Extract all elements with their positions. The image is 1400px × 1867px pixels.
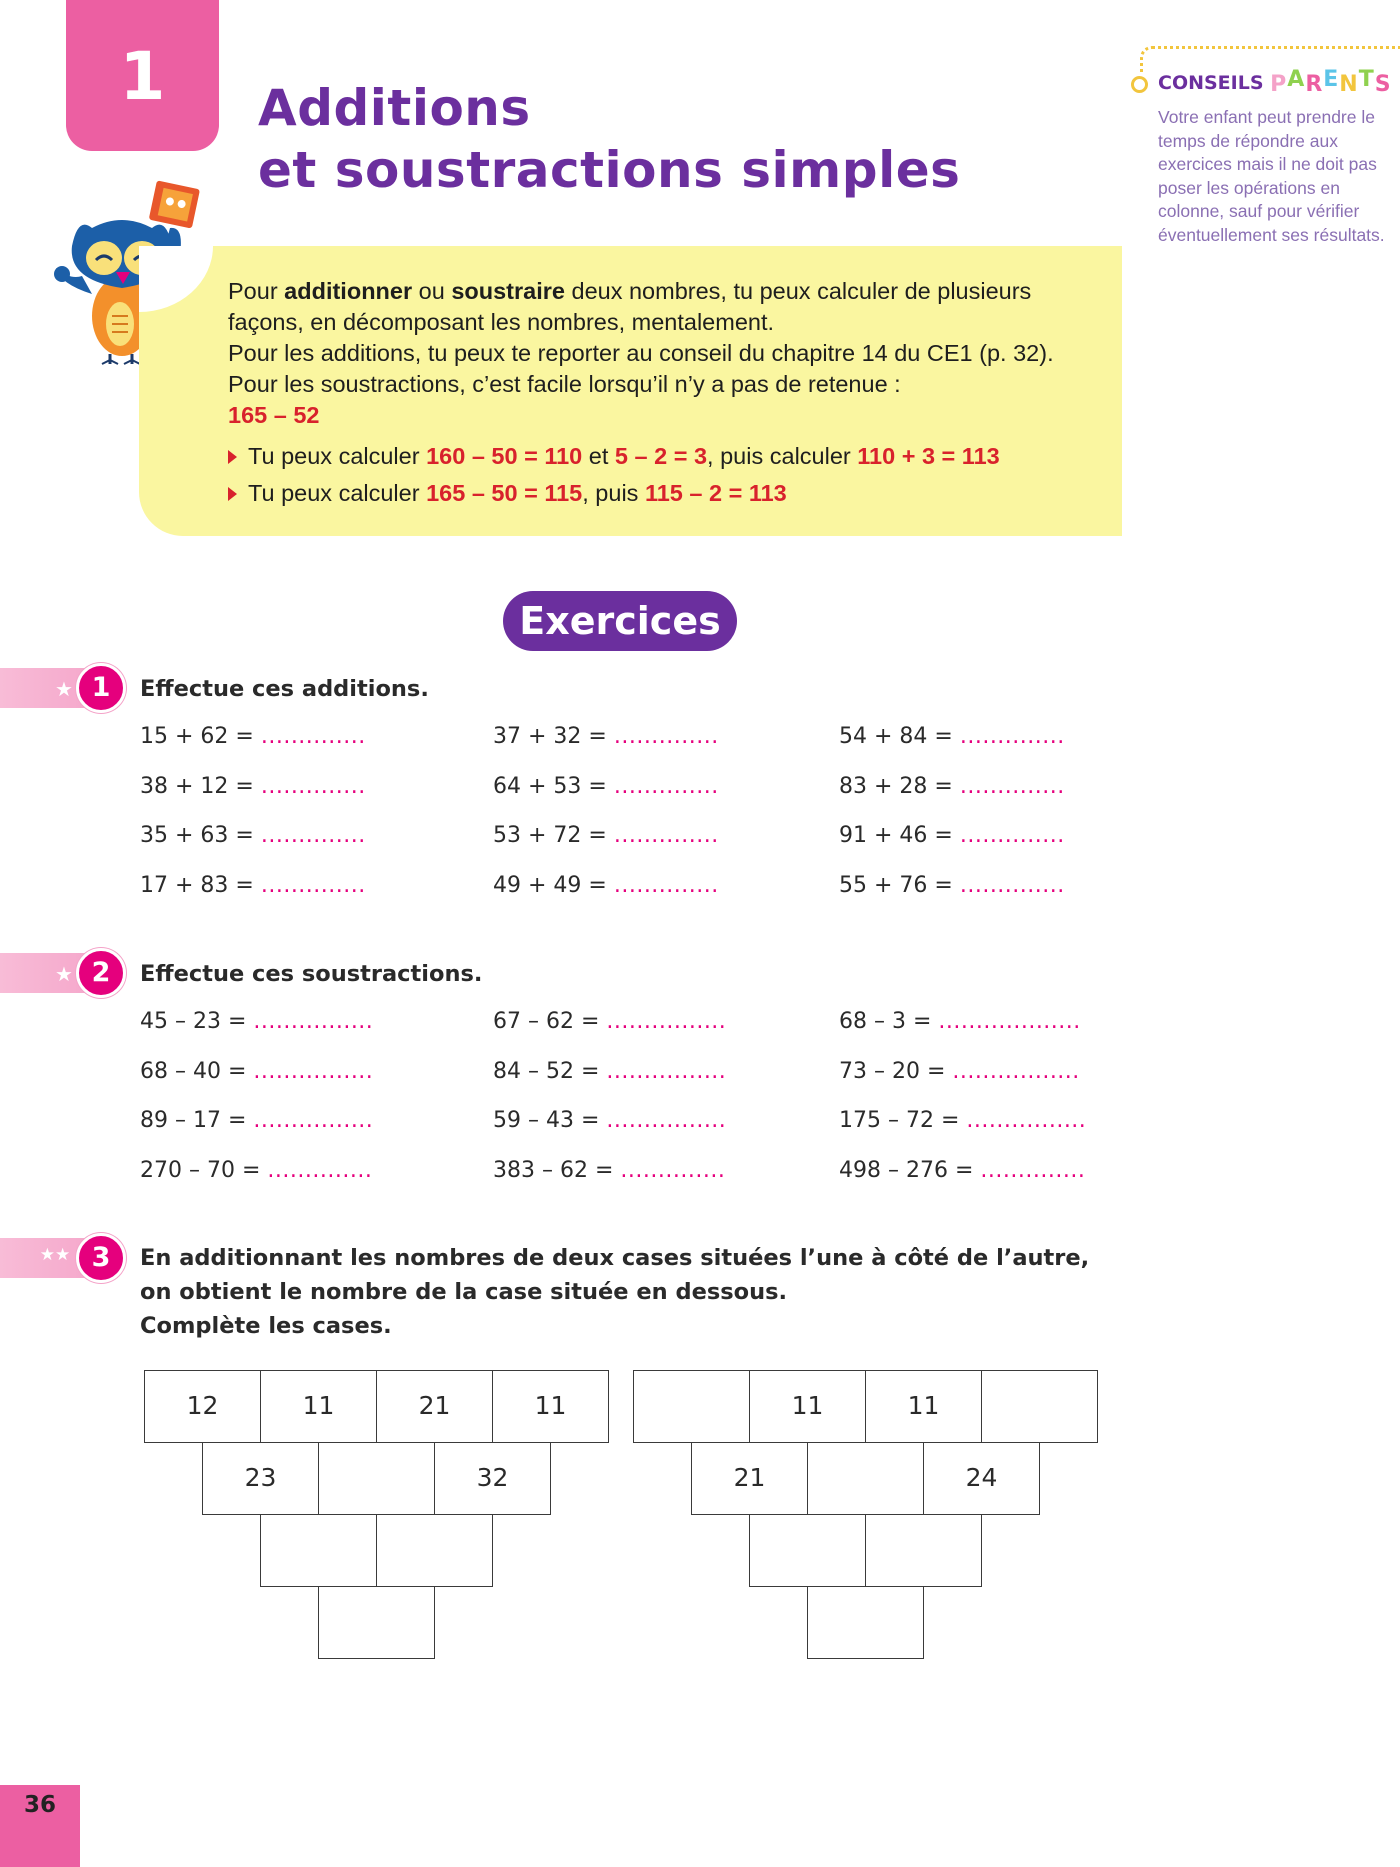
operation-text: 15 + 62 = — [140, 724, 254, 749]
exercise-2-instruction: Effectue ces soustractions. — [140, 961, 483, 987]
pyramid-cell: 23 — [202, 1442, 319, 1515]
pyramid-empty-cell[interactable] — [633, 1370, 750, 1443]
operation-item — [839, 774, 1065, 800]
answer-dotted-line[interactable]: .............. — [613, 872, 719, 898]
exercise-1-number: 1 — [76, 663, 126, 713]
parents-label — [1270, 67, 1392, 97]
pyramid-empty-cell[interactable] — [981, 1370, 1098, 1443]
pyramid-empty-cell[interactable] — [260, 1514, 377, 1587]
answer-dotted-line[interactable]: .............. — [260, 872, 366, 898]
answer-dotted-line[interactable]: .............. — [959, 823, 1065, 848]
operation-text: 55 + 76 = — [839, 872, 953, 898]
operation-item — [839, 873, 1065, 899]
operation-item — [493, 774, 719, 800]
answer-dotted-line[interactable]: ................ — [253, 1058, 374, 1084]
pyramid-cell: 24 — [923, 1442, 1040, 1515]
operation-text: 49 + 49 = — [493, 872, 607, 898]
operation-item — [493, 1009, 726, 1035]
operation-item — [140, 1059, 373, 1085]
parents-letter: N — [1339, 72, 1359, 97]
operation-item — [839, 823, 1065, 849]
operation-item — [839, 1108, 1086, 1134]
exercise-1-star-icon: ★ — [55, 677, 73, 701]
operation-item — [839, 1009, 1081, 1035]
answer-dotted-line[interactable]: ................ — [606, 1009, 727, 1034]
pyramid-empty-cell[interactable] — [318, 1586, 435, 1659]
answer-dotted-line[interactable]: .............. — [613, 773, 719, 799]
operation-text: 64 + 53 = — [493, 773, 607, 799]
exercices-heading: Exercices — [503, 591, 737, 651]
operation-item — [140, 724, 366, 750]
answer-dotted-line[interactable]: .............. — [620, 1157, 726, 1183]
answer-dotted-line[interactable]: .............. — [959, 724, 1065, 749]
pyramid-cell: 21 — [691, 1442, 808, 1515]
operation-item — [493, 823, 719, 849]
exercise-1-instruction: Effectue ces additions. — [140, 676, 429, 702]
exercise-2-number: 2 — [76, 948, 126, 998]
operation-text: 73 – 20 = — [839, 1058, 946, 1084]
operation-item — [140, 1158, 372, 1184]
operation-text: 35 + 63 = — [140, 823, 254, 848]
exercise-3-number: 3 — [76, 1233, 126, 1283]
pyramid-empty-cell[interactable] — [865, 1514, 982, 1587]
operation-text: 84 – 52 = — [493, 1058, 600, 1084]
operation-text: 38 + 12 = — [140, 773, 254, 799]
operation-item — [493, 1158, 725, 1184]
exercise-3-instruction-line1: En additionnant les nombres de deux cases situées l’une à côté de l’autre, — [140, 1245, 1090, 1271]
parents-letter: S — [1374, 72, 1392, 97]
tip-line-3: Pour les soustractions, c’est facile lorsqu’il n’y a pas de retenue : — [228, 371, 901, 397]
answer-dotted-line[interactable]: .............. — [260, 773, 366, 799]
operation-item — [140, 1009, 373, 1035]
answer-dotted-line[interactable]: .............. — [267, 1157, 373, 1183]
pyramid-cell: 11 — [749, 1370, 866, 1443]
operation-text: 89 – 17 = — [140, 1108, 247, 1133]
operation-item — [493, 1108, 726, 1134]
answer-dotted-line[interactable]: .............. — [260, 823, 366, 848]
chapter-title-line2: et soustractions simples — [258, 141, 961, 199]
exercise-2-star-icon: ★ — [55, 962, 73, 986]
operation-item — [140, 823, 366, 849]
conseils-label: CONSEILS — [1158, 72, 1264, 94]
pyramid-cell: 11 — [492, 1370, 609, 1443]
chapter-title-line1: Additions — [258, 79, 531, 137]
parents-letter: R — [1305, 72, 1324, 97]
exercise-3-instruction-line3: Complète les cases. — [140, 1313, 392, 1339]
operation-text: 175 – 72 = — [839, 1108, 960, 1133]
answer-dotted-line[interactable]: ................ — [966, 1108, 1087, 1133]
parents-letter: E — [1323, 67, 1340, 92]
answer-dotted-line[interactable]: .............. — [613, 823, 719, 848]
answer-dotted-line[interactable]: ................ — [253, 1009, 374, 1034]
operation-text: 54 + 84 = — [839, 724, 953, 749]
tip-example: 165 – 52 — [228, 402, 320, 428]
operation-text: 59 – 43 = — [493, 1108, 600, 1133]
operation-item — [140, 774, 366, 800]
pyramid-cell: 32 — [434, 1442, 551, 1515]
pyramid-cell: 21 — [376, 1370, 493, 1443]
pyramid-cell: 12 — [144, 1370, 261, 1443]
exercise-3-instruction-line2: on obtient le nombre de la case située en dessous. — [140, 1279, 788, 1305]
operation-item — [493, 724, 719, 750]
tip-text — [228, 276, 1108, 509]
operation-text: 53 + 72 = — [493, 823, 607, 848]
operation-text: 68 – 40 = — [140, 1058, 247, 1084]
answer-dotted-line[interactable]: .............. — [959, 773, 1065, 799]
tip-line-2: Pour les additions, tu peux te reporter au conseil du chapitre 14 du CE1 (p. 32). — [228, 340, 1054, 366]
pyramid-empty-cell[interactable] — [807, 1442, 924, 1515]
answer-dotted-line[interactable]: .............. — [613, 724, 719, 749]
pyramid-cell: 11 — [260, 1370, 377, 1443]
operation-item — [493, 873, 719, 899]
operation-text: 68 – 3 = — [839, 1009, 932, 1034]
operation-item — [140, 873, 366, 899]
answer-dotted-line[interactable]: .............. — [959, 872, 1065, 898]
answer-dotted-line[interactable]: ................ — [253, 1108, 374, 1133]
parents-letter: A — [1287, 67, 1306, 92]
operation-text: 17 + 83 = — [140, 872, 254, 898]
parents-letter: T — [1358, 67, 1375, 92]
conseils-parents-text: Votre enfant peut prendre le temps de répondre aux exercices mais il ne doit pas poser les opérations en colonne, sauf pour vérifier éventuellement ses résultats. — [1158, 107, 1385, 245]
operation-item — [839, 1158, 1085, 1184]
tip-line-1: Pour additionner ou soustraire deux nombres, tu peux calculer de plusieurs façons, en décomposant les nombres, mentalement. — [228, 278, 1032, 335]
parents-bullet-icon — [1131, 76, 1148, 93]
operation-text: 83 + 28 = — [839, 773, 953, 799]
tip-bullet-1: Tu peux calculer 160 – 50 = 110 et 5 – 2 = 3, puis calculer 110 + 3 = 113 — [228, 441, 1108, 472]
operation-text: 270 – 70 = — [140, 1157, 261, 1183]
answer-dotted-line[interactable]: .............. — [260, 724, 366, 749]
answer-dotted-line[interactable]: ................... — [938, 1009, 1081, 1034]
operation-item — [140, 1108, 373, 1134]
operation-item — [493, 1059, 726, 1085]
operation-text: 91 + 46 = — [839, 823, 953, 848]
pyramid-empty-cell[interactable] — [376, 1514, 493, 1587]
pyramid-empty-cell[interactable] — [318, 1442, 435, 1515]
answer-dotted-line[interactable]: ................ — [606, 1058, 727, 1084]
operation-item — [839, 1059, 1080, 1085]
pyramid-cell: 11 — [865, 1370, 982, 1443]
operation-text: 37 + 32 = — [493, 724, 607, 749]
operation-item — [839, 724, 1065, 750]
operation-text: 67 – 62 = — [493, 1009, 600, 1034]
answer-dotted-line[interactable]: ................ — [606, 1108, 727, 1133]
exercise-3-star-icon: ★★ — [39, 1245, 71, 1265]
answer-dotted-line[interactable]: .............. — [980, 1157, 1086, 1183]
pyramid-empty-cell[interactable] — [749, 1514, 866, 1587]
chapter-number: 1 — [119, 38, 166, 115]
parents-letter: P — [1270, 72, 1288, 97]
tip-bullet-2: Tu peux calculer 165 – 50 = 115, puis 115 – 2 = 113 — [228, 478, 1108, 509]
page-number: 36 — [23, 1792, 56, 1818]
operation-text: 498 – 276 = — [839, 1157, 974, 1183]
operation-text: 45 – 23 = — [140, 1009, 247, 1034]
answer-dotted-line[interactable]: ................. — [952, 1058, 1080, 1084]
conseils-parents-title — [1158, 67, 1392, 97]
operation-text: 383 – 62 = — [493, 1157, 614, 1183]
pyramid-empty-cell[interactable] — [807, 1586, 924, 1659]
